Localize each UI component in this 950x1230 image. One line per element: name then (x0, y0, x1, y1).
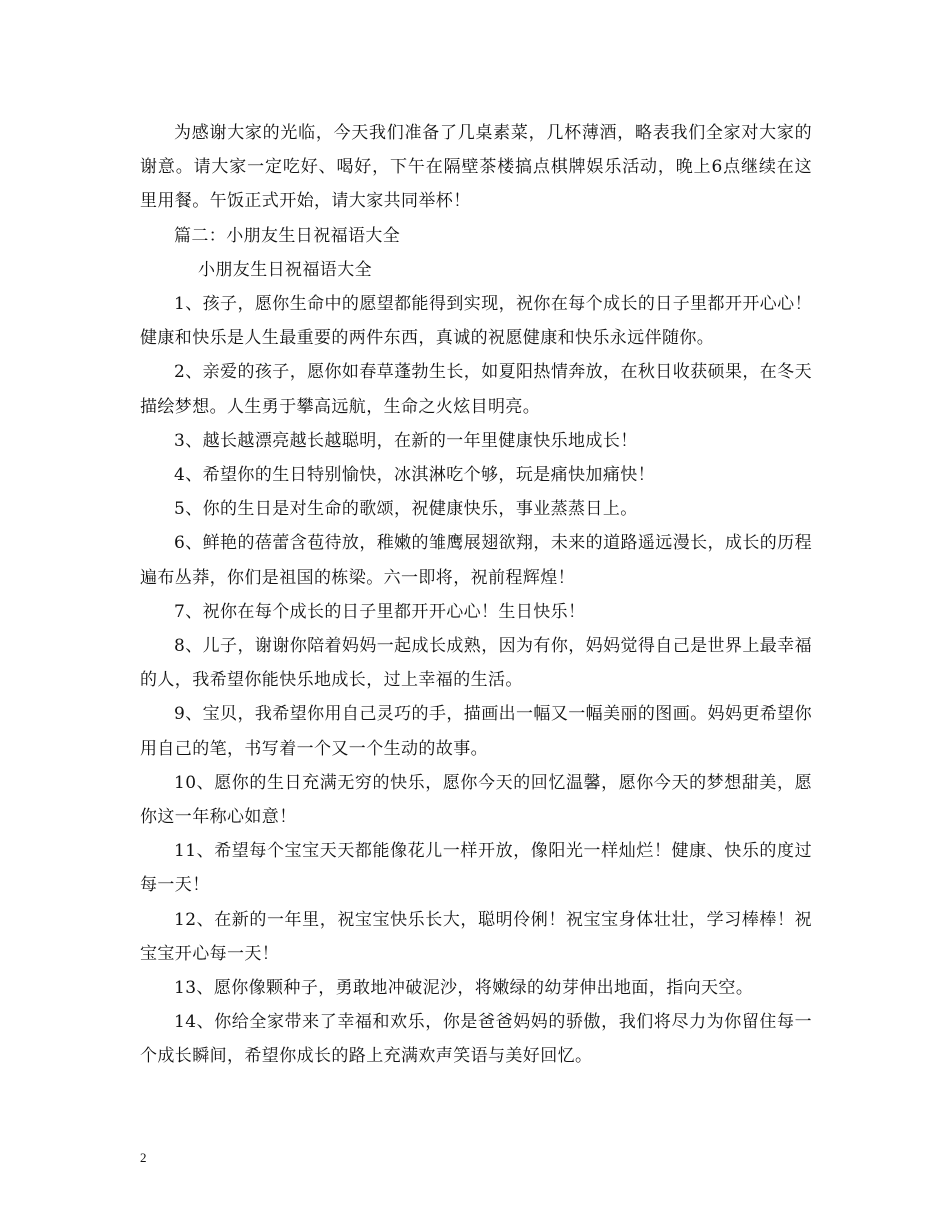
list-item: 1、孩子，愿你生命中的愿望都能得到实现，祝你在每个成长的日子里都开开心心！健康和快乐是人生最重要的两件东西，真诚的祝愿健康和快乐永远伴随你。 (140, 294, 812, 349)
list-item: 7、祝你在每个成长的日子里都开开心心！生日快乐！ (174, 601, 586, 622)
section-heading: 篇二：小朋友生日祝福语大全 (174, 225, 401, 246)
list-item: 13、愿你像颗种子，勇敢地冲破泥沙，将嫩绿的幼芽伸出地面，指向天空。 (174, 978, 754, 999)
list-item: 14、你给全家带来了幸福和欢乐，你是爸爸妈妈的骄傲，我们将尽力为你留住每一个成长瞬间，希望你成长的路上充满欢声笑语与美好回忆。 (140, 1012, 812, 1067)
list-item: 5、你的生日是对生命的歌颂，祝健康快乐，事业蒸蒸日上。 (174, 499, 638, 520)
section-title: 小朋友生日祝福语大全 (198, 259, 372, 280)
list-item: 8、儿子，谢谢你陪着妈妈一起成长成熟，因为有你，妈妈觉得自己是世界上最幸福的人，我希望你能快乐地成长，过上幸福的生活。 (140, 636, 812, 691)
list-item: 11、希望每个宝宝天天都能像花儿一样开放，像阳光一样灿烂！健康、快乐的度过每一天！ (140, 841, 812, 896)
document-body (140, 116, 812, 1074)
paragraph-intro: 为感谢大家的光临，今天我们准备了几桌素菜，几杯薄酒，略表我们全家对大家的谢意。请大家一定吃好、喝好，下午在隔壁茶楼搞点棋牌娱乐活动，晚上6点继续在这里用餐。午饭正式开始，请大家共同举杯！ (140, 123, 812, 212)
list-item: 6、鲜艳的蓓蕾含苞待放，稚嫩的雏鹰展翅欲翔，未来的道路遥远漫长，成长的历程遍布丛莽，你们是祖国的栋梁。六一即将，祝前程辉煌！ (140, 533, 812, 588)
list-item: 12、在新的一年里，祝宝宝快乐长大，聪明伶俐！祝宝宝身体壮壮，学习棒棒！祝宝宝开心每一天！ (140, 909, 812, 964)
list-item: 4、希望你的生日特别愉快，冰淇淋吃个够，玩是痛快加痛快！ (174, 465, 656, 486)
list-item: 10、愿你的生日充满无穷的快乐，愿你今天的回忆温馨，愿你今天的梦想甜美，愿你这一年称心如意！ (140, 772, 812, 828)
list-item: 2、亲爱的孩子，愿你如春草蓬勃生长，如夏阳热情奔放，在秋日收获硕果，在冬天描绘梦想。人生勇于攀高远航，生命之火炫目明亮。 (140, 362, 812, 417)
list-item: 3、越长越漂亮越长越聪明，在新的一年里健康快乐地成长！ (174, 430, 638, 451)
list-item: 9、宝贝，我希望你用自己灵巧的手，描画出一幅又一幅美丽的图画。妈妈更希望你用自己的笔，书写着一个又一个生动的故事。 (140, 704, 812, 759)
page-number: 2 (140, 1150, 147, 1165)
